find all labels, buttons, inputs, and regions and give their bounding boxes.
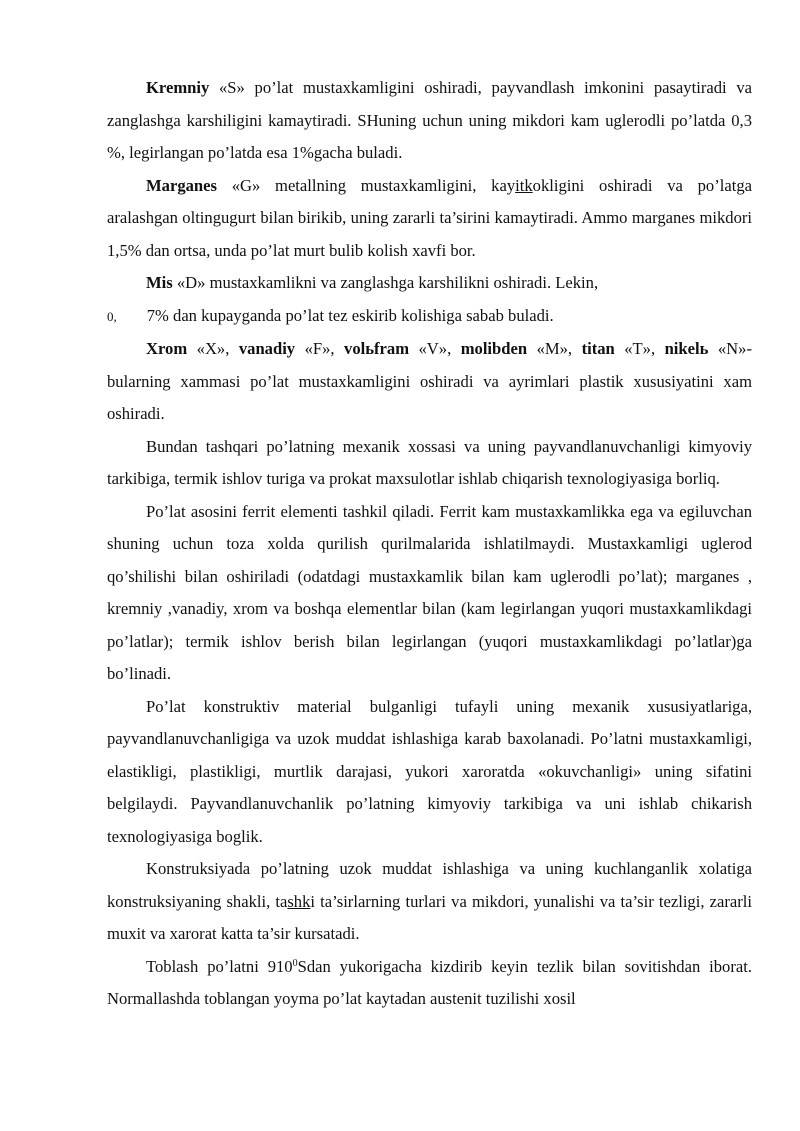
paragraph-text: Sdan yukorigacha kizdirib keyin tezlik bilan sovitishdan iborat. Normallashda toblangan yoyma po’lat kaytadan austenit tuzilishi xosil bbox=[107, 956, 752, 1008]
paragraph-text: Toblash po’latni 910 bbox=[146, 956, 293, 976]
paragraph-text: okligini oshiradi va po’latga aralashgan oltingugurt bilan birikib, uning zararli ta’sirini kamaytiradi. Ammo marganes mikdori 1,5% dan ortsa, unda po’lat murt bulib kolish xavfi bor. bbox=[107, 175, 752, 260]
paragraph-text: 7% dan kupayganda po’lat tez eskirib kolishiga sabab buladi. bbox=[146, 305, 554, 325]
symbol-text: «M», bbox=[527, 339, 582, 358]
paragraph-marganes bbox=[107, 170, 752, 268]
paragraph-text: i ta’sirlarning turlari va mikdori, yunalishi va ta’sir tezligi, zararli muxit va xarorat katta ta’sir kursatadi. bbox=[107, 891, 752, 943]
underlined-fragment: shk bbox=[287, 891, 311, 911]
paragraph-evaluation: Po’lat konstruktiv material bulganligi tufayli uning mexanik xususiyatlariga, payvandlanuvchanligiga va uzok muddat ishlashiga karab baxolanadi. Po’latni mustaxkamligi, elastikligi, plastikligi, murtlik darajasi, yukori xaroratda «okuvchanligi» uning sifatini belgilaydi. Payvandlanuvchanlik po’latning kimyoviy tarkibiga va uni ishlab chikarish texnologiyasiga boglik. bbox=[107, 696, 752, 846]
paragraph-text: «G» metallning mustaxkamligini, kay bbox=[216, 175, 516, 195]
paragraph-text: «S» po’lat mustaxkamligini oshiradi, payvandlash imkonini pasaytiradi va zanglashga karshiligini kamaytiradi. SHuning uchun uning mikdori kam uglerodli po’latda 0,3 %, legirlangan po’latda esa 1%gacha buladi. bbox=[107, 78, 752, 162]
symbol-text: «X», bbox=[187, 339, 239, 358]
term-titan: titan bbox=[581, 339, 615, 358]
symbol-text: «V», bbox=[409, 339, 461, 358]
term-xrom: Xrom bbox=[146, 339, 188, 358]
paragraph-text: «N»- bularning xammasi po’lat mustaxkamligini oshiradi va ayrimlari plastik xususiyatini xam oshiradi. bbox=[107, 339, 752, 423]
paragraph-toblash bbox=[107, 951, 752, 1016]
paragraph-mechanical-properties: Bundan tashqari po’latning mexanik xossasi va uning payvandlanuvchanligi kimyoviy tarkibiga, termik ishlov turiga va prokat maxsulotlar ishlab chiqarish texnologiyasiga borliq. bbox=[107, 436, 752, 488]
paragraph-mis-continued bbox=[107, 300, 752, 334]
term-marganes: Marganes bbox=[146, 175, 217, 195]
term-mis: Mis bbox=[146, 273, 173, 292]
symbol-text: «F», bbox=[295, 339, 345, 358]
term-nikel: nikelь bbox=[664, 339, 709, 358]
underlined-fragment: itk bbox=[515, 175, 533, 195]
paragraph-construction bbox=[107, 853, 752, 951]
term-molibden: molibden bbox=[460, 339, 528, 358]
degree-superscript: 0 bbox=[292, 957, 298, 969]
paragraph-ferrit: Po’lat asosini ferrit elementi tashkil qiladi. Ferrit kam mustaxkamlikka ega va egiluvchan shuning uchun toza xolda qurilish qurilmalarida ishlatilmaydi. Mustaxkamligi uglerod qo’shilishi bilan oshiriladi (odatdagi mustaxkamlik bilan kam uglerodli po’lat); marganes , kremniy ,vanadiy, xrom va boshqa elementlar bilan (kam legirlangan yuqori mustaxkamlikdagi po’latlar); termik ishlov berish bilan legirlangan (yuqori mustaxkamlikdagi po’latlar)ga bo’linadi. bbox=[107, 501, 752, 683]
paragraph-kremniy bbox=[107, 72, 752, 170]
term-kremniy: Kremniy bbox=[146, 78, 210, 97]
term-vanadiy: vanadiy bbox=[238, 339, 296, 358]
number-prefix: 0, bbox=[107, 308, 117, 324]
symbol-text: «T», bbox=[614, 339, 665, 358]
paragraph-text: Konstruksiyada po’latning uzok muddat ishlashiga va uning kuchlanganlik xolatiga konstruksiyaning shakli, ta bbox=[107, 859, 752, 911]
paragraph-alloying-elements bbox=[107, 333, 752, 431]
term-volfram: volьfram bbox=[344, 339, 410, 358]
paragraph-text: «D» mustaxkamlikni va zanglashga karshilikni oshiradi. Lekin, bbox=[172, 273, 599, 292]
paragraph-mis bbox=[107, 267, 752, 300]
